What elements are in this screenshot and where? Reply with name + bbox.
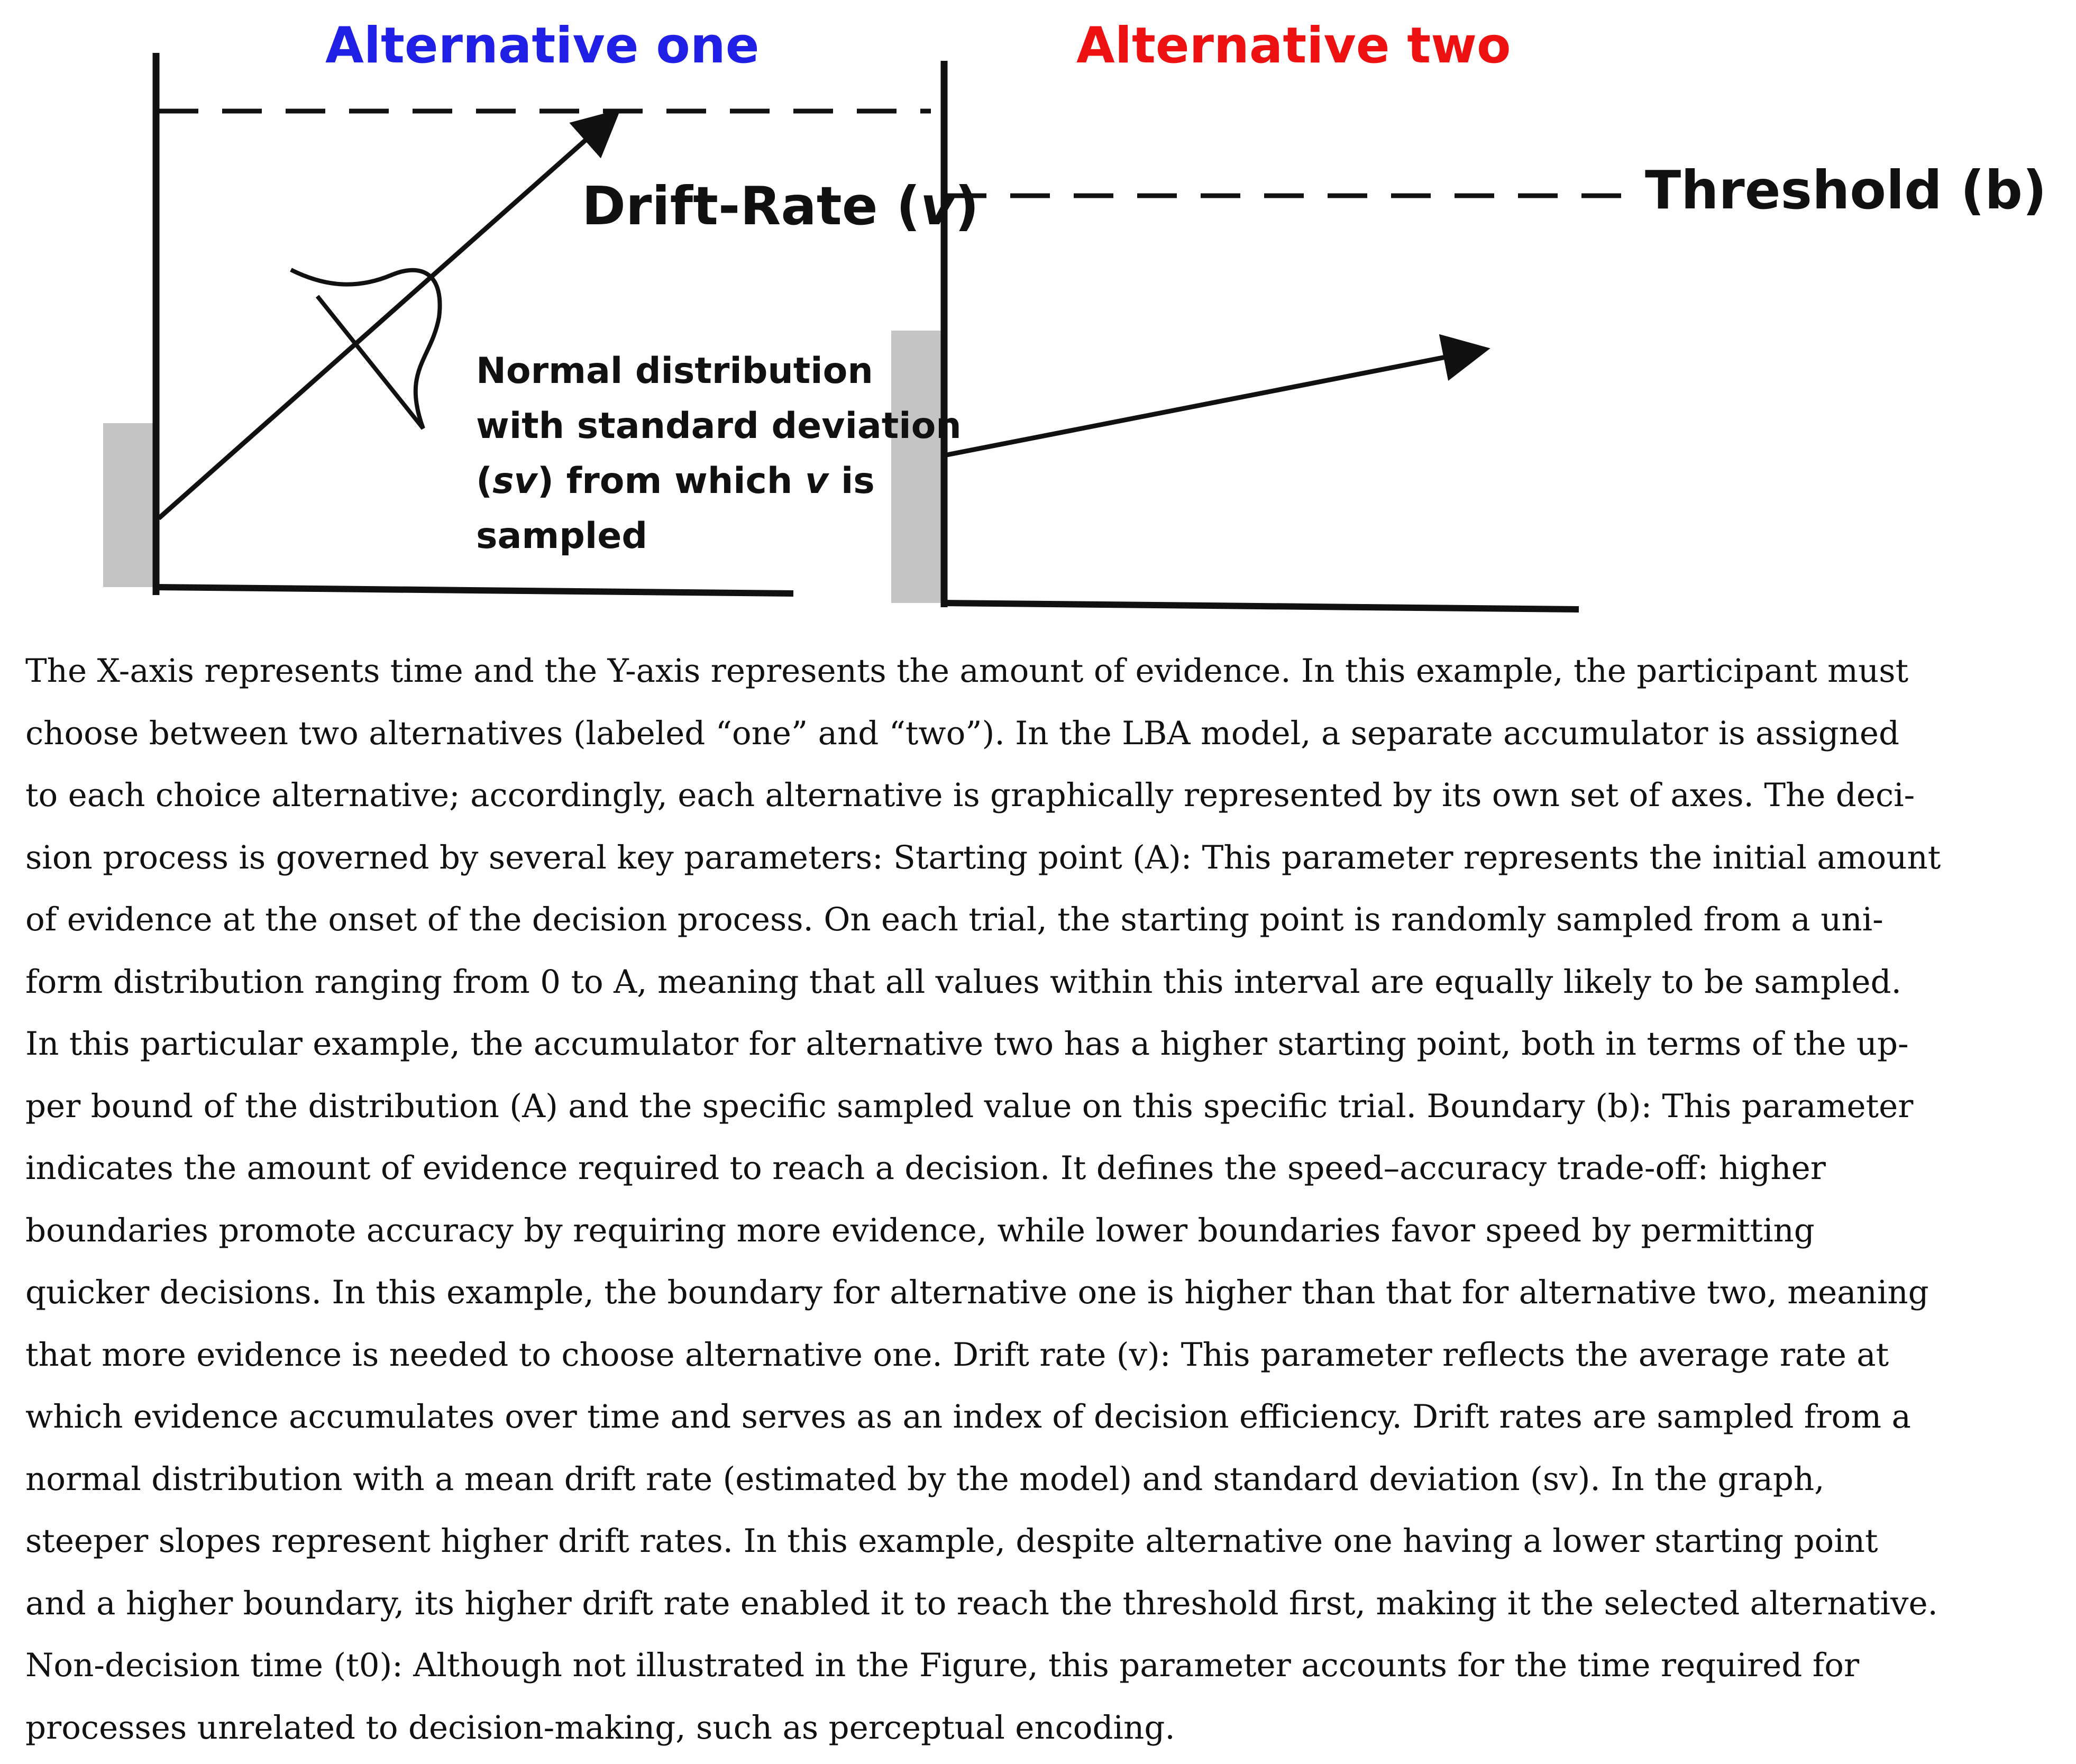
caption-line: and a higher boundary, its higher drift rate enabled it to reach the threshold first, making it the selected alternative. [25,1584,1938,1622]
caption-line: to each choice alternative; accordingly, each alternative is graphically represented by its own set of axes. The deci- [25,776,1915,814]
lba-diagram [0,0,2076,624]
caption-line: choose between two alternatives (labeled “one” and “two”). In the LBA model, a separate accumulator is assigned [25,714,1900,752]
caption-line: indicates the amount of evidence required to reach a decision. It defines the speed–accuracy trade-off: higher [25,1149,1826,1187]
start-point-bar-one [103,423,153,587]
caption-line: steeper slopes represent higher drift rates. In this example, despite alternative one having a lower starting point [25,1522,1878,1560]
distribution-note [476,344,962,564]
caption-line: per bound of the distribution (A) and the specific sampled value on this specific trial. Boundary (b): This parameter [25,1087,1914,1125]
caption-line: form distribution ranging from 0 to A, meaning that all values within this interval are equally likely to be sampled. [25,963,1901,1001]
caption-line: The X-axis represents time and the Y-axis represents the amount of evidence. In this example, the participant must [25,652,1909,690]
caption-line: that more evidence is needed to choose alternative one. Drift rate (v): This parameter reflects the average rate at [25,1336,1889,1374]
alternative-one-title: Alternative one [325,17,760,75]
figure-caption [25,640,2051,1759]
caption-line: Non-decision time (t0): Although not illustrated in the Figure, this parameter accounts for the time required for [25,1647,1860,1684]
distribution-note-line: (sv) from which v is [476,460,875,502]
distribution-note-line: Normal distribution [476,350,873,392]
caption-line: quicker decisions. In this example, the boundary for alternative one is higher than that for alternative two, meaning [25,1274,1929,1311]
threshold-label: Threshold (b) [1645,159,2047,221]
caption-line: processes unrelated to decision-making, such as perceptual encoding. [25,1708,1175,1747]
caption-line: sion process is governed by several key parameters: Starting point (A): This parameter represents the initial amount [25,838,1941,876]
normal-distribution-curve [291,270,440,428]
drift-rate-label: Drift-Rate (v) [582,175,979,237]
distribution-note-line: sampled [476,515,647,557]
x-axis-two [941,603,1579,609]
distribution-note-line: with standard deviation [476,405,962,447]
caption-line: In this particular example, the accumulator for alternative two has a higher starting point, both in terms of the up- [25,1025,1909,1063]
alternative-two-title: Alternative two [1076,17,1511,75]
caption-line: which evidence accumulates over time and serves as an index of decision efficiency. Drift rates are sampled from a [25,1398,1911,1436]
caption-line: of evidence at the onset of the decision process. On each trial, the starting point is randomly sampled from a uni- [25,901,1883,938]
caption-line: normal distribution with a mean drift rate (estimated by the model) and standard deviation (sv). In the graph, [25,1460,1825,1498]
x-axis-one [153,587,793,593]
caption-line: boundaries promote accuracy by requiring more evidence, while lower boundaries favor speed by permitting [25,1211,1815,1249]
drift-arrow-two [947,350,1481,455]
lba-diagram-svg [0,0,2076,624]
